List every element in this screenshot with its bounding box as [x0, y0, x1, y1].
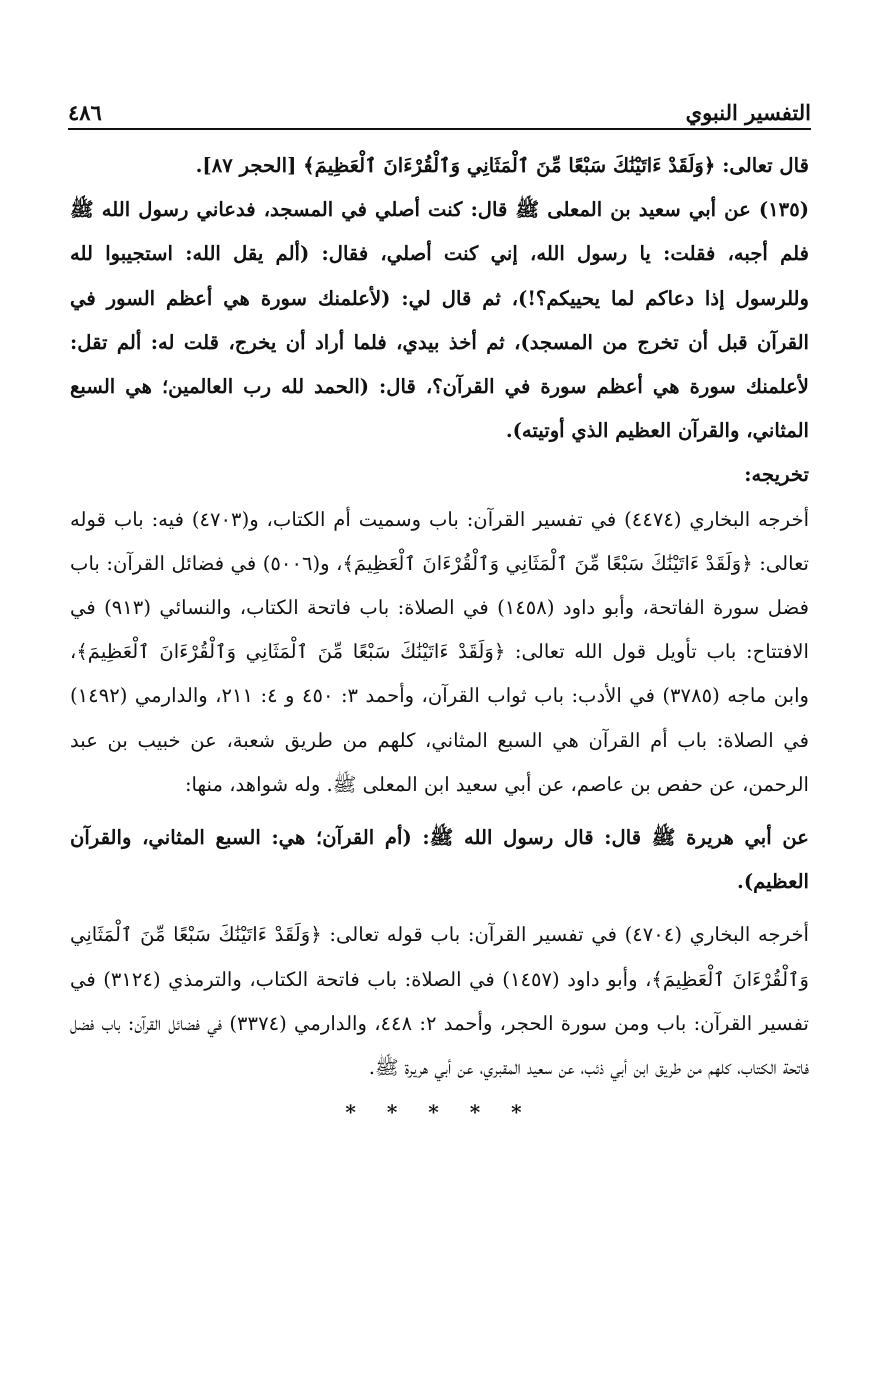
page-header — [68, 96, 811, 130]
takhrij-paragraph-1: أخرجه البخاري (٤٤٧٤) في تفسير القرآن: باب وسميت أم الكتاب، و(٤٧٠٣) فيه: باب قوله تعالى: ﴿وَلَقَدْ ءَاتَيْنَٰكَ سَبْعًا مِّنَ ٱلْمَثَانِي وَٱلْقُرْءَانَ ٱلْعَظِيمَ﴾، و(٥٠٠٦) في فضائل القرآن: باب فضل سورة الفاتحة، وأبو داود (١٤٥٨) في الصلاة: باب فاتحة الكتاب، والنسائي (٩١٣) في الافتتاح: باب تأويل قول الله تعالى: ﴿وَلَقَدْ ءَاتَيْنَٰكَ سَبْعًا مِّنَ ٱلْمَثَانِي وَٱلْقُرْءَانَ ٱلْعَظِيمَ﴾، وابن ماجه (٣٧٨٥) في الأدب: باب ثواب القرآن، وأحمد ٣: ٤٥٠ و ٤: ٢١١، والدارمي (١٤٩٢) في الصلاة: باب أم القرآن هي السبع المثاني، كلهم من طريق شعبة، عن خبيب بن عبد الرحمن، عن حفص بن عاصم، عن أبي سعيد ابن المعلى ﷺ. وله شواهد، منها: — [70, 507, 810, 796]
takhrij-paragraph-2: أخرجه البخاري (٤٧٠٤) في تفسير القرآن: باب قوله تعالى: ﴿وَلَقَدْ ءَاتَيْنَٰكَ سَبْعًا مِّنَ ٱلْمَثَانِي وَٱلْقُرْءَانَ ٱلْعَظِيمَ﴾، وأبو داود (١٤٥٧) في الصلاة: باب فاتحة الكتاب، والترمذي (٣١٢٤) في تفسير القرآن: باب ومن سورة الحجر، وأحمد ٢: ٤٤٨، والدارمي (٣٣٧٤) في فضائل القرآن: باب فضل فاتحة الكتاب، كلهم من طريق ابن أبي ذئب، عن سعيد المقبري، عن أبي هريرة ﷺ. — [70, 923, 809, 1080]
page-body — [70, 144, 809, 1295]
takhrij-heading: تخريجه: — [744, 463, 809, 487]
page-number: ٤٨٦ — [68, 100, 102, 125]
quran-verse-intro: قال تعالى: ﴿وَلَقَدْ ءَاتَيْنَٰكَ سَبْعًا مِّنَ ٱلْمَثَانِي وَٱلْقُرْءَانَ ٱلْعَظِيمَ﴾ [الحجر ٨٧]. — [195, 154, 809, 177]
hadith-text: (١٣٥) عن أبي سعيد بن المعلى ﷺ قال: كنت أصلي في المسجد، فدعاني رسول الله ﷺ فلم أجبه، فقلت: يا رسول الله، إني كنت أصلي، فقال: (ألم يقل الله: استجيبوا لله وللرسول إذا دعاكم لما يحييكم؟!)، ثم قال لي: (لأعلمنك سورة هي أعظم السور في القرآن قبل أن تخرج من المسجد)، ثم أخذ بيدي، فلما أراد أن يخرج، قلت له: ألم تقل: لأعلمنك سورة هي أعظم سورة في القرآن؟، قال: (الحمد لله رب العالمين؛ هي السبع المثاني، والقرآن العظيم الذي أوتيته). — [70, 198, 809, 443]
running-title: التفسير النبوي — [685, 100, 811, 125]
abu-hurayra-hadith: عن أبي هريرة ﷺ قال: قال رسول الله ﷺ: (أم القرآن؛ هي: السبع المثاني، والقرآن العظيم). — [70, 826, 809, 894]
section-separator: * * * * * — [345, 1100, 534, 1125]
